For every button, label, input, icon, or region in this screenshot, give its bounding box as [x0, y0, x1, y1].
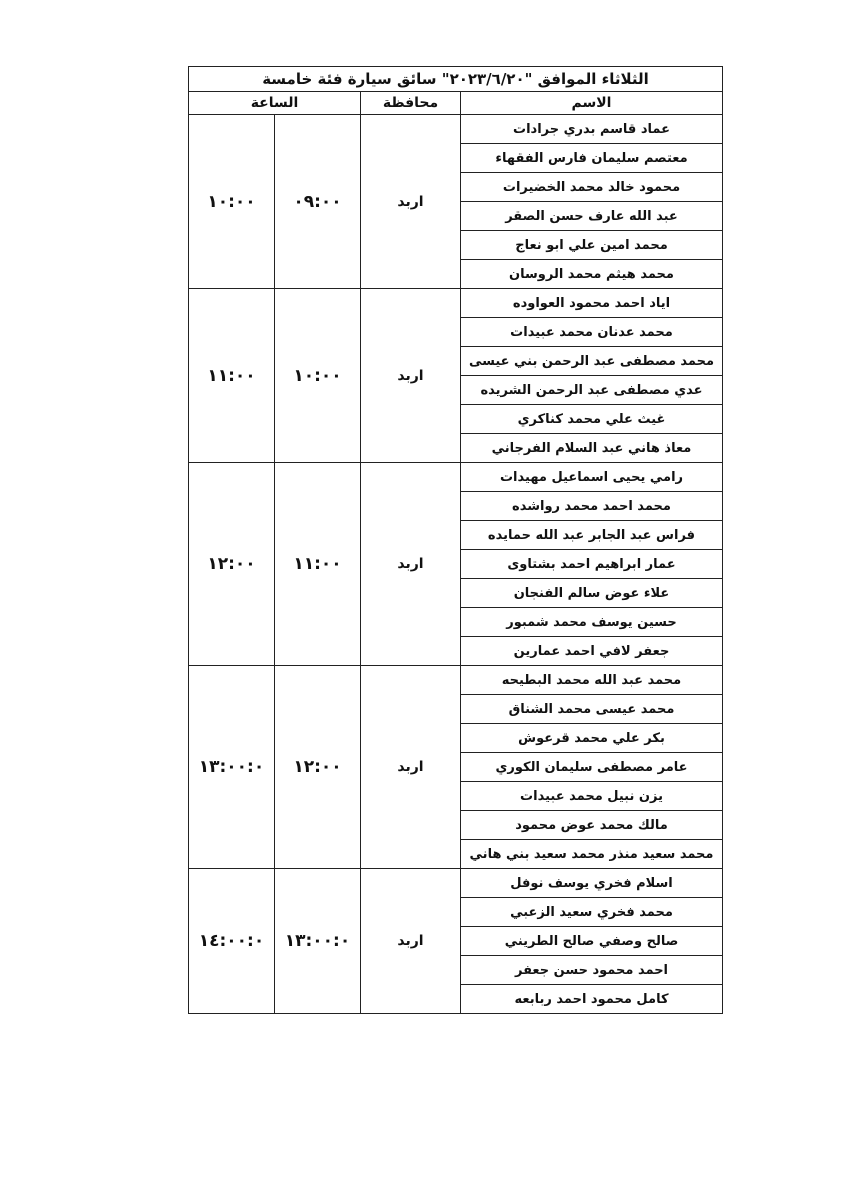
governorate-cell: اربد	[361, 115, 461, 289]
candidate-name: محمد هيثم محمد الروسان	[461, 260, 723, 289]
governorate-cell: اربد	[361, 463, 461, 666]
table-row	[189, 289, 723, 318]
candidate-name: حسين يوسف محمد شمبور	[461, 608, 723, 637]
time-from-cell: ١١:٠٠	[275, 463, 361, 666]
header-name: الاسم	[461, 92, 723, 115]
governorate-cell: اربد	[361, 869, 461, 1014]
candidate-name: محمد سعيد منذر محمد سعيد بني هاني	[461, 840, 723, 869]
candidate-name: محمد عيسى محمد الشناق	[461, 695, 723, 724]
time-from-cell: ١٢:٠٠	[275, 666, 361, 869]
candidate-name: محمد احمد محمد رواشده	[461, 492, 723, 521]
governorate-cell: اربد	[361, 289, 461, 463]
time-to-cell: ١٤:٠٠:٠	[189, 869, 275, 1014]
time-from-cell: ١٣:٠٠:٠	[275, 869, 361, 1014]
time-from-cell: ١٠:٠٠	[275, 289, 361, 463]
candidate-name: محمد عبد الله محمد البطيحه	[461, 666, 723, 695]
time-from-cell: ٠٩:٠٠	[275, 115, 361, 289]
candidate-name: اسلام فخري يوسف نوفل	[461, 869, 723, 898]
candidate-name: محمد امين علي ابو نعاج	[461, 231, 723, 260]
candidate-name: محمد مصطفى عبد الرحمن بني عيسى	[461, 347, 723, 376]
title-row	[189, 67, 723, 92]
candidate-name: احمد محمود حسن جعفر	[461, 956, 723, 985]
candidate-name: بكر علي محمد قرعوش	[461, 724, 723, 753]
table-row	[189, 463, 723, 492]
table-row	[189, 666, 723, 695]
time-to-cell: ١١:٠٠	[189, 289, 275, 463]
schedule-table	[188, 66, 723, 1014]
candidate-name: صالح وصفي صالح الطريني	[461, 927, 723, 956]
candidate-name: يزن نبيل محمد عبيدات	[461, 782, 723, 811]
header-governorate: محافظة	[361, 92, 461, 115]
table-title: الثلاثاء الموافق "٢٠٢٣/٦/٢٠" سائق سيارة فئة خامسة	[189, 67, 723, 92]
time-to-cell: ١٢:٠٠	[189, 463, 275, 666]
candidate-name: عدي مصطفى عبد الرحمن الشريده	[461, 376, 723, 405]
candidate-name: عامر مصطفى سليمان الكوري	[461, 753, 723, 782]
time-to-cell: ١٠:٠٠	[189, 115, 275, 289]
table-row	[189, 115, 723, 144]
time-to-cell: ١٣:٠٠:٠	[189, 666, 275, 869]
candidate-name: مالك محمد عوض محمود	[461, 811, 723, 840]
candidate-name: معتصم سليمان فارس الفقهاء	[461, 144, 723, 173]
header-row	[189, 92, 723, 115]
governorate-cell: اربد	[361, 666, 461, 869]
table-row	[189, 869, 723, 898]
candidate-name: علاء عوض سالم الفنجان	[461, 579, 723, 608]
candidate-name: عبد الله عارف حسن الصقر	[461, 202, 723, 231]
candidate-name: جعفر لافي احمد عمارين	[461, 637, 723, 666]
candidate-name: اياد احمد محمود العواوده	[461, 289, 723, 318]
candidate-name: محمد عدنان محمد عبيدات	[461, 318, 723, 347]
candidate-name: غيث علي محمد كناكري	[461, 405, 723, 434]
candidate-name: محمود خالد محمد الخضيرات	[461, 173, 723, 202]
candidate-name: عمار ابراهيم احمد بشتاوى	[461, 550, 723, 579]
candidate-name: فراس عبد الجابر عبد الله حمايده	[461, 521, 723, 550]
candidate-name: معاذ هاني عبد السلام الفرجاني	[461, 434, 723, 463]
candidate-name: عماد قاسم بدري جرادات	[461, 115, 723, 144]
header-time: الساعة	[189, 92, 361, 115]
candidate-name: محمد فخري سعيد الزعبي	[461, 898, 723, 927]
candidate-name: كامل محمود احمد ربابعه	[461, 985, 723, 1014]
candidate-name: رامي يحيى اسماعيل مهيدات	[461, 463, 723, 492]
